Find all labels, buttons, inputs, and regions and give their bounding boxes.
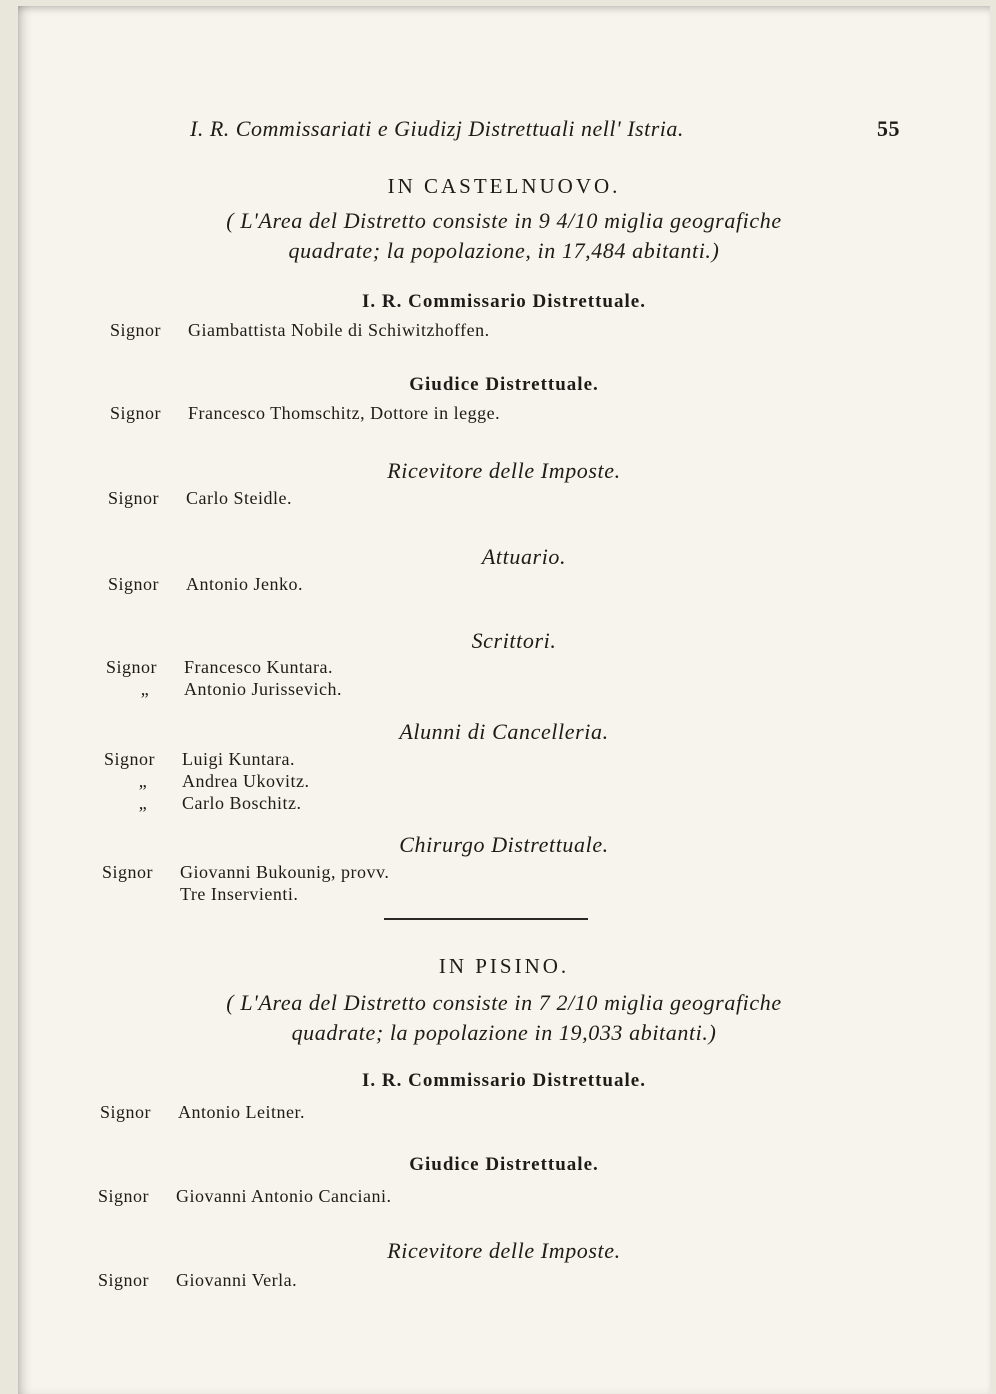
running-header [190,116,900,156]
heading-attuario: Attuario. [481,544,567,569]
signor-label: Signor [106,657,158,677]
entry-commissario [110,320,490,341]
heading-giudice: Giudice Distrettuale. [409,1154,599,1175]
signor-label: Signor [110,320,162,340]
entry-alunno-1 [104,749,295,770]
entry-name: Antonio Jenko. [186,574,303,594]
entry-ricevitore [98,1270,297,1291]
entry-alunno-3 [104,793,301,814]
entry-name: Giovanni Antonio Canciani. [176,1186,392,1206]
area-line-2: quadrate; la popolazione, in 17,484 abitanti.) [288,238,720,263]
entry-chirurgo [102,862,389,883]
area-line-1: ( L'Area del Distretto consiste in 9 4/10 miglia geografiche [226,208,782,233]
heading-commissario: I. R. Commissario Distrettuale. [362,1070,646,1091]
entry-name: Francesco Thomschitz, Dottore in legge. [188,403,501,423]
heading-chirurgo: Chirurgo Distrettuale. [399,832,609,857]
entry-name: Francesco Kuntara. [184,657,333,677]
area-note-pisino [18,988,990,1048]
entry-giudice [98,1186,391,1207]
signor-label: Signor [104,749,156,769]
entry-name: Giovanni Bukounig, provv. [180,862,390,882]
heading-ricevitore: Ricevitore delle Imposte. [387,458,621,483]
entry-attuario [108,574,303,595]
area-note-castelnuovo [18,206,990,266]
entry-inservienti: Tre Inservienti. [180,884,299,904]
heading-alunni: Alunni di Cancelleria. [399,719,609,744]
section-title-pisino: IN PISINO. [438,954,570,978]
running-title: I. R. Commissariati e Giudizj Distrettuali nell' Istria. [190,116,684,141]
entry-name: Giovanni Verla. [176,1270,298,1290]
area-line-1: ( L'Area del Distretto consiste in 7 2/10 miglia geografiche [226,990,782,1015]
area-line-2: quadrate; la popolazione in 19,033 abitanti.) [291,1020,717,1045]
ditto-mark: „ [138,793,148,813]
signor-label: Signor [98,1186,150,1206]
entry-name: Luigi Kuntara. [182,749,295,769]
entry-alunno-2 [104,771,309,792]
book-page [18,6,990,1394]
entry-name: Carlo Steidle. [186,488,292,508]
heading-ricevitore: Ricevitore delle Imposte. [387,1238,621,1263]
heading-giudice: Giudice Distrettuale. [409,374,599,395]
entry-name: Carlo Boschitz. [182,793,302,813]
heading-scrittori: Scrittori. [471,628,557,653]
entry-name: Antonio Leitner. [178,1102,305,1122]
signor-label: Signor [100,1102,152,1122]
page-number: 55 [877,116,900,141]
signor-label: Signor [110,403,162,423]
entry-name: Andrea Ukovitz. [182,771,310,791]
signor-label: Signor [108,488,160,508]
entry-scrittore-2 [106,679,342,700]
entry-ricevitore [108,488,292,509]
heading-commissario: I. R. Commissario Distrettuale. [362,291,646,312]
signor-label: Signor [98,1270,150,1290]
entry-name: Giambattista Nobile di Schiwitzhoffen. [188,320,490,340]
section-title-castelnuovo: IN CASTELNUOVO. [387,174,621,198]
entry-commissario [100,1102,305,1123]
entry-scrittore-1 [106,657,333,678]
section-divider [384,918,588,920]
entry-giudice [110,403,500,424]
entry-name: Antonio Jurissevich. [184,679,342,699]
ditto-mark: „ [140,679,150,699]
signor-label: Signor [102,862,154,882]
signor-label: Signor [108,574,160,594]
ditto-mark: „ [138,771,148,791]
